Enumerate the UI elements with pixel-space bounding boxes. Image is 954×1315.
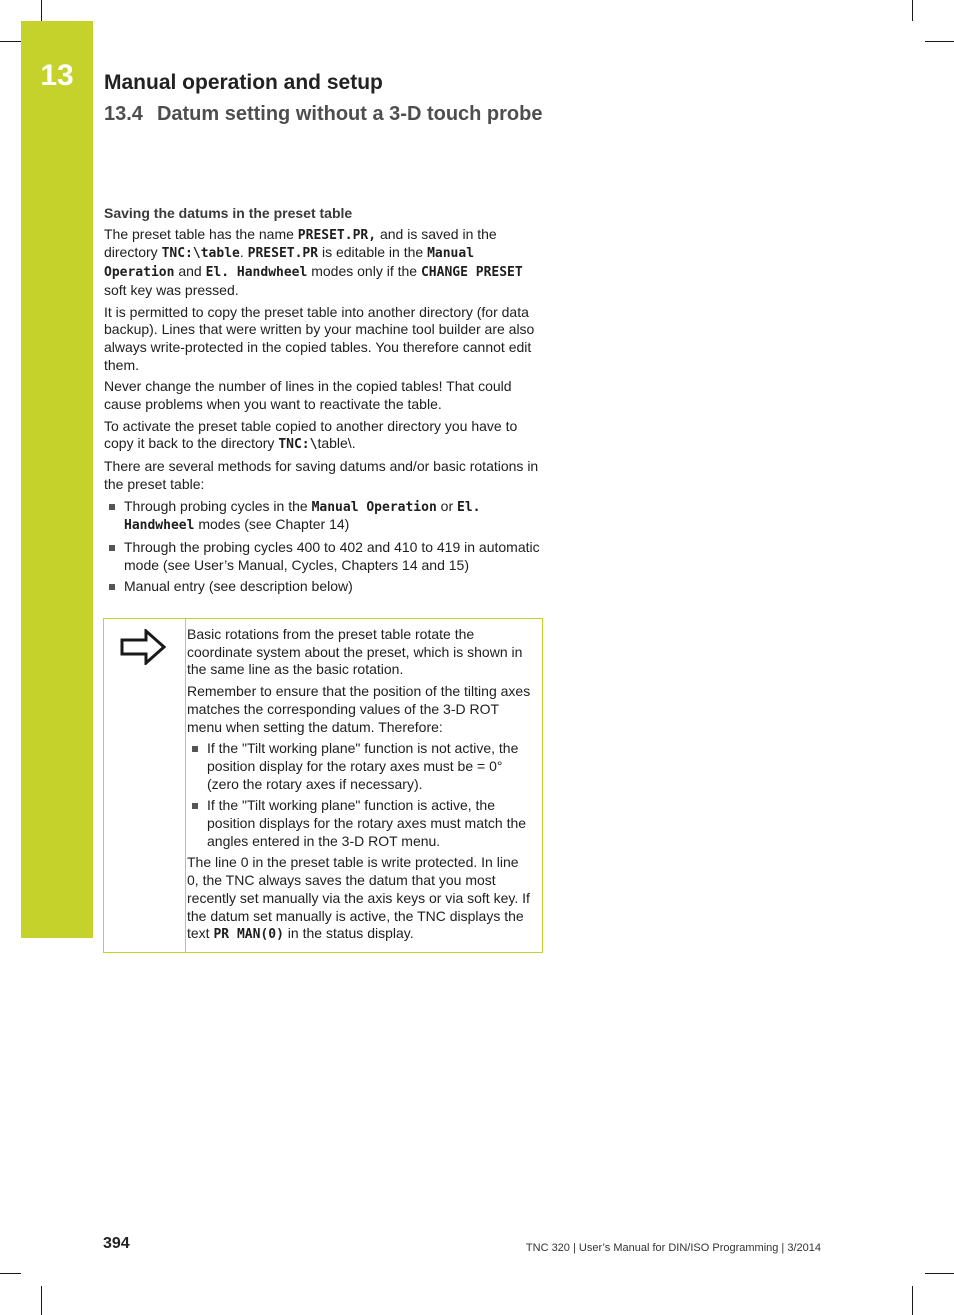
- paragraph-methods-intro: There are several methods for saving datums and/or basic rotations in the preset table:: [104, 458, 539, 492]
- paragraph-activate: To activate the preset table copied to another directory you have to copy it back to the directory TNC:\table\.: [104, 417, 518, 453]
- chapter-number: 13: [40, 59, 74, 92]
- note-divider: [185, 619, 186, 952]
- crop-mark: [925, 1273, 954, 1274]
- main-content: [104, 205, 544, 600]
- crop-mark: [912, 1286, 913, 1315]
- note-list: [187, 740, 532, 850]
- crop-mark: [41, 0, 42, 21]
- section-number: 13.4: [104, 103, 143, 125]
- crop-mark: [912, 0, 913, 21]
- note-paragraph: Basic rotations from the preset table rotate the coordinate system about the preset, which is shown in the same line as the basic rotation.: [187, 626, 523, 678]
- list-item: Through the probing cycles 400 to 402 and 410 to 419 in automatic mode (see User’s Manual, Cycles, Chapters 14 and 15): [104, 539, 544, 574]
- page-number: 394: [103, 1235, 130, 1252]
- footer-text: TNC 320 | User’s Manual for DIN/ISO Programming | 3/2014: [525, 1242, 821, 1254]
- note-paragraph: The line 0 in the preset table is write protected. In line 0, the TNC always saves the datum that you most recently set manually via the axis keys or via soft key. If the datum set manually is active, the TNC displays the text PR MAN(0) in the status display.: [187, 854, 530, 943]
- list-item: Manual entry (see description below): [104, 578, 544, 596]
- section-title: [104, 103, 542, 126]
- chapter-tab: [21, 21, 93, 938]
- note-paragraph: Remember to ensure that the position of the tilting axes matches the corresponding values of the 3-D ROT menu when setting the datum. Therefore:: [187, 683, 531, 735]
- note-box: [103, 618, 543, 953]
- chapter-title: Manual operation and setup: [104, 71, 383, 94]
- note-text: [187, 626, 532, 948]
- list-item: Through probing cycles in the Manual Operation or El. Handwheel modes (see Chapter 14): [104, 498, 544, 535]
- paragraph-copy-permission: It is permitted to copy the preset table into another directory (for data backup). Lines that were written by your machine tool builder are also always write-protected in the copied tables. You therefore cannot edit them.: [104, 303, 535, 373]
- crop-mark: [0, 41, 21, 42]
- crop-mark: [0, 1273, 21, 1274]
- subheading: Saving the datums in the preset table: [104, 205, 353, 221]
- paragraph-warning-lines: Never change the number of lines in the copied tables! That could cause problems when you want to reactivate the table.: [104, 378, 512, 413]
- methods-list: [104, 498, 544, 597]
- right-arrow-icon: [120, 629, 166, 665]
- paragraph-preset-name: The preset table has the name PRESET.PR, and is saved in the directory TNC:\table. PRESET.PR is editable in the Manual Operation and El. Handwheel modes only if the CHANGE PRESET soft key was pressed.: [104, 225, 523, 298]
- section-title-text: Datum setting without a 3-D touch probe: [156, 103, 543, 125]
- crop-mark: [41, 1286, 42, 1315]
- list-item: If the "Tilt working plane" function is active, the position displays for the rotary axes must match the angles entered in the 3-D ROT menu.: [187, 797, 532, 850]
- list-item: If the "Tilt working plane" function is not active, the position display for the rotary axes must be = 0° (zero the rotary axes if necessary).: [187, 740, 532, 793]
- crop-mark: [925, 41, 954, 42]
